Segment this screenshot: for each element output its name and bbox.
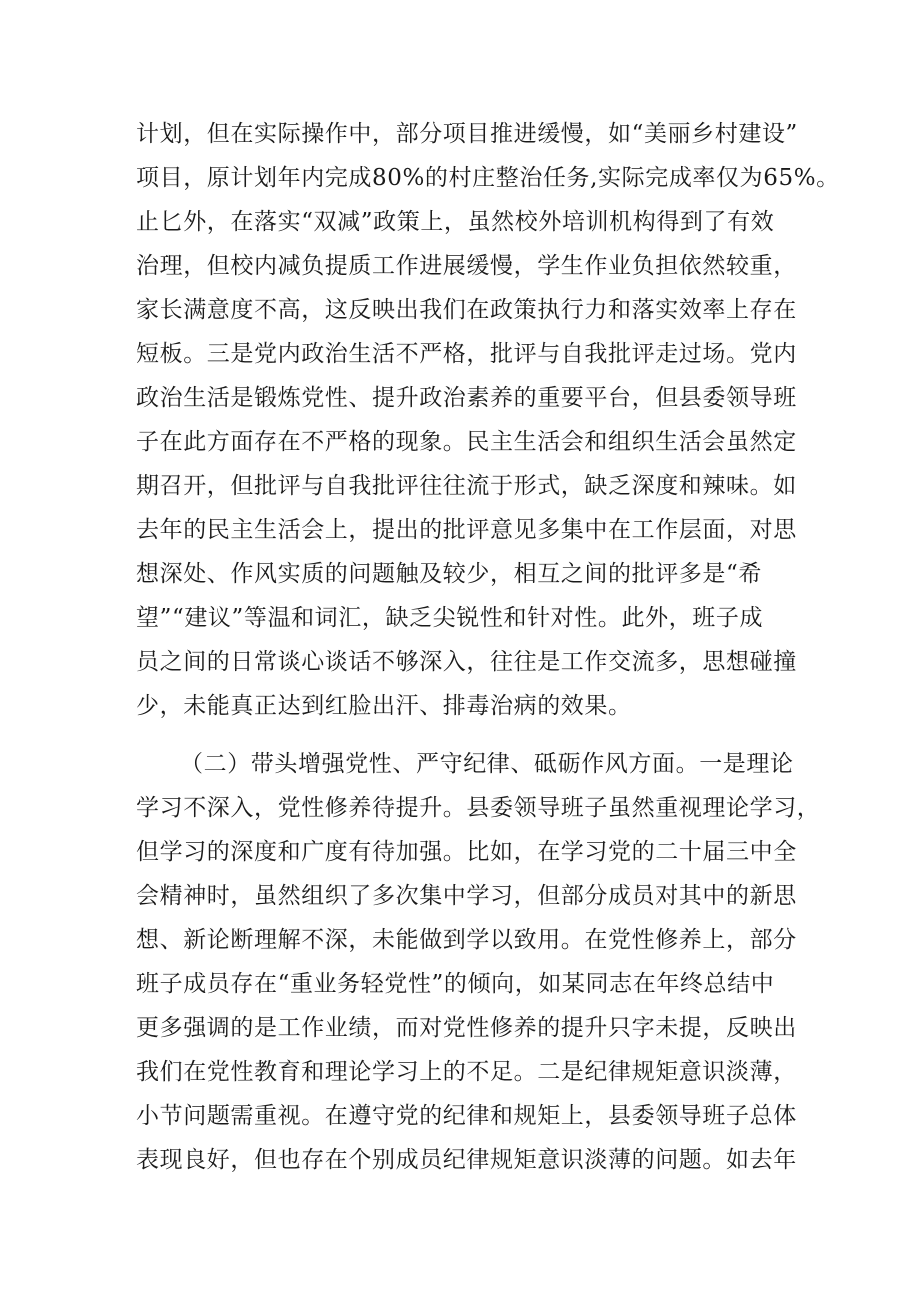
- paragraph-1-line: 止匕外，在落实“双减”政策上，虽然校外培训机构得到了有效: [136, 209, 775, 235]
- paragraph-1-line: 治理，但校内减负提质工作进展缓慢，学生作业负担依然较重，: [136, 253, 797, 279]
- paragraph-1-line: 计划，但在实际操作中，部分项目推进缓慢，如“美丽乡村建设”: [136, 121, 798, 147]
- paragraph-1-line: 望”“建议”等温和词汇，缺乏尖锐性和针对性。此外，班子成: [136, 605, 764, 631]
- paragraph-2-line: 会精神时，虽然组织了多次集中学习，但部分成员对其中的新思: [136, 883, 797, 909]
- paragraph-1-line: 家长满意度不高，这反映出我们在政策执行力和落实效率上存在: [136, 297, 797, 323]
- paragraph-2-line: 想、新论断理解不深，未能做到学以致用。在党性修养上，部分: [136, 927, 797, 953]
- paragraph-2-line: 我们在党性教育和理论学习上的不足。二是纪律规矩意识淡薄，: [136, 1059, 797, 1085]
- paragraph-2-line: 表现良好，但也存在个别成员纪律规矩意识淡薄的问题。如去年: [136, 1147, 797, 1173]
- paragraph-1-line: 项目，原计划年内完成80%的村庄整治任务,实际完成率仅为65%。: [136, 165, 840, 191]
- paragraph-1-line: 去年的民主生活会上，提出的批评意见多集中在工作层面，对思: [136, 517, 797, 543]
- paragraph-1-line: 想深处、作风实质的问题触及较少，相互之间的批评多是“希: [136, 561, 762, 587]
- paragraph-2-line: 更多强调的是工作业绩，而对党性修养的提升只字未提，反映出: [136, 1015, 797, 1041]
- paragraph-1-line: 少，未能真正达到红脸出汗、排毒治病的效果。: [136, 693, 632, 719]
- paragraph-2-line: （二）带头增强党性、严守纪律、砥砺作风方面。一是理论: [180, 751, 794, 777]
- paragraph-1-line: 员之间的日常谈心谈话不够深入，往往是工作交流多，思想碰撞: [136, 649, 797, 675]
- paragraph-1-line: 短板。三是党内政治生活不严格，批评与自我批评走过场。党内: [136, 341, 797, 367]
- paragraph-1-line: 子在此方面存在不严格的现象。民主生活会和组织生活会虽然定: [136, 429, 797, 455]
- paragraph-2-line: 但学习的深度和广度有待加强。比如，在学习党的二十届三中全: [136, 839, 797, 865]
- paragraph-1-line: 期召开，但批评与自我批评往往流于形式，缺乏深度和辣味。如: [136, 473, 797, 499]
- paragraph-2-line: 小节问题需重视。在遵守党的纪律和规矩上，县委领导班子总体: [136, 1103, 797, 1129]
- paragraph-2-line: 班子成员存在“重业务轻党性”的倾向，如某同志在年终总结中: [136, 971, 775, 997]
- paragraph-1-line: 政治生活是锻炼党性、提升政治素养的重要平台，但县委领导班: [136, 385, 797, 411]
- paragraph-2-line: 学习不深入，党性修养待提升。县委领导班子虽然重视理论学习，: [136, 795, 821, 821]
